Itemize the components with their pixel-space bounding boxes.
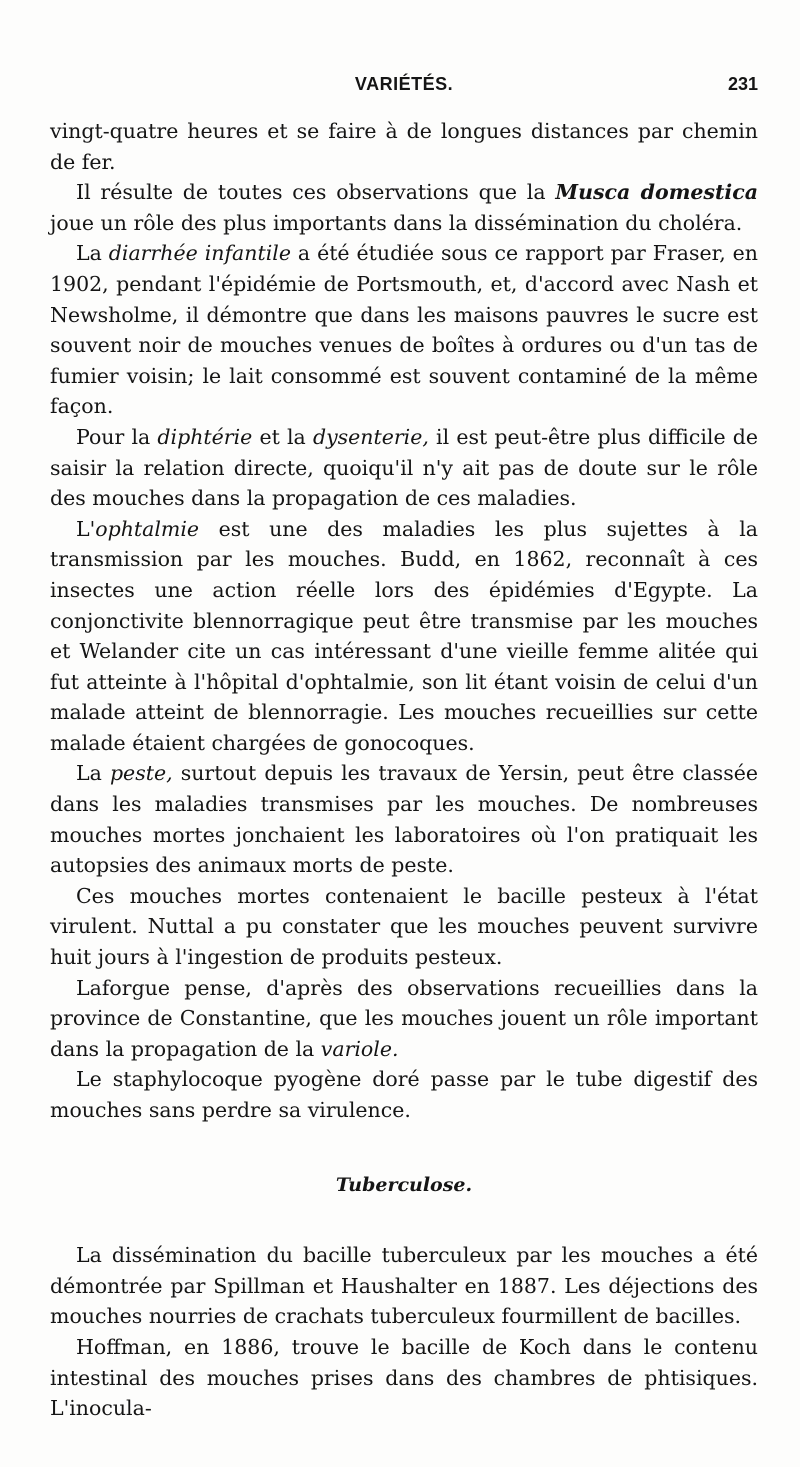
emphasis-term: ophtalmie	[95, 516, 200, 541]
paragraph-text: La dissémination du bacille tuberculeux par les mouches a été démontrée par Spillman et Haushalter en 1887. Les déjections des mouches nourries de crachats tuberculeux fourmillent de bacilles.	[50, 1243, 758, 1329]
paragraph-cholera	[50, 177, 758, 238]
paragraph-text: est une des maladies les plus sujettes à la transmission par les mouches. Budd, en 1862, reconnaît à ces insectes une action réelle lors des épidémies d'Egypte. La conjonctivite blennorragique peut être transmise par les mouches et Welander cite un cas intéressant d'une vieille femme alitée qui fut atteinte à l'hôpital d'ophtalmie, son lit étant voisin de celui d'un malade atteint de blennorragie. Les mouches recueillies sur cette malade étaient chargées de gonocoques.	[50, 516, 758, 755]
paragraph-text: Le staphylocoque pyogène doré passe par le tube digestif des mouches sans perdre sa virulence.	[50, 1067, 758, 1122]
emphasis-term: dysenterie,	[312, 424, 429, 449]
paragraph-variole	[50, 973, 758, 1065]
paragraph-text: La	[76, 241, 109, 266]
paragraph-text: et la	[252, 424, 313, 449]
body-text	[50, 116, 758, 1424]
paragraph-tuberculose-2	[50, 1332, 758, 1424]
paragraph-text: surtout depuis les travaux de Yersin, peut être classée dans les maladies transmises par les mouches. De nombreuses mouches mortes jonchaient les laboratoires où l'on pratiquait les autopsies des animaux morts de peste.	[50, 761, 758, 878]
paragraph-diarrhee	[50, 238, 758, 422]
paragraph-text: Pour la	[76, 424, 158, 449]
paragraph-diphterie	[50, 422, 758, 514]
paragraph-text: Laforgue pense, d'après des observations recueillies dans la province de Constantine, que les mouches jouent un rôle important dans la propagation de la	[50, 975, 758, 1061]
page-number: 231	[727, 74, 758, 94]
paragraph-text: joue un rôle des plus importants dans la dissémination du choléra.	[50, 210, 743, 235]
page-header	[50, 74, 758, 104]
paragraph-continuation	[50, 116, 758, 177]
paragraph-staphylocoque	[50, 1064, 758, 1125]
emphasis-term: diphtérie	[157, 424, 253, 449]
paragraph-ophtalmie	[50, 514, 758, 759]
paragraph-text: vingt-quatre heures et se faire à de longues distances par chemin de fer.	[50, 119, 758, 174]
paragraph-text: L'	[76, 516, 96, 541]
paragraph-text: Il résulte de toutes ces observations que la	[76, 180, 556, 205]
paragraph-text: a été étudiée sous ce rapport par Fraser, en 1902, pendant l'épidémie de Portsmouth, et, d'accord avec Nash et Newsholme, il démontre que dans les maisons pauvres le sucre est souvent noir de mouches venues de boîtes à ordures ou d'un tas de fumier voisin; le lait consommé est souvent contaminé de la même façon.	[50, 241, 758, 419]
section-heading-tuberculose: Tuberculose.	[335, 1173, 473, 1196]
paragraph-text: Ces mouches mortes contenaient le bacille pesteux à l'état virulent. Nuttal a pu constater que les mouches peuvent survivre huit jours à l'ingestion de produits pesteux.	[50, 883, 758, 970]
emphasis-term: peste,	[109, 761, 173, 786]
paragraph-peste	[50, 758, 758, 880]
paragraph-mouches-mortes	[50, 881, 758, 973]
paragraph-text: il est peut-être plus difficile de saisir la relation directe, quoiqu'il n'y ait pas de doute sur le rôle des mouches dans la propagation de ces maladies.	[50, 424, 758, 511]
running-title: VARIÉTÉS.	[354, 74, 454, 94]
paragraph-text: Hoffman, en 1886, trouve le bacille de Koch dans le contenu intestinal des mouches prises dans des chambres de phtisiques. L'inocula-	[50, 1334, 758, 1421]
paragraph-text: La	[76, 761, 110, 786]
emphasis-term: diarrhée infantile	[108, 241, 291, 266]
paragraph-tuberculose-1	[50, 1240, 758, 1332]
emphasis-term: Musca domestica	[555, 180, 758, 205]
emphasis-term: variole.	[320, 1036, 399, 1061]
